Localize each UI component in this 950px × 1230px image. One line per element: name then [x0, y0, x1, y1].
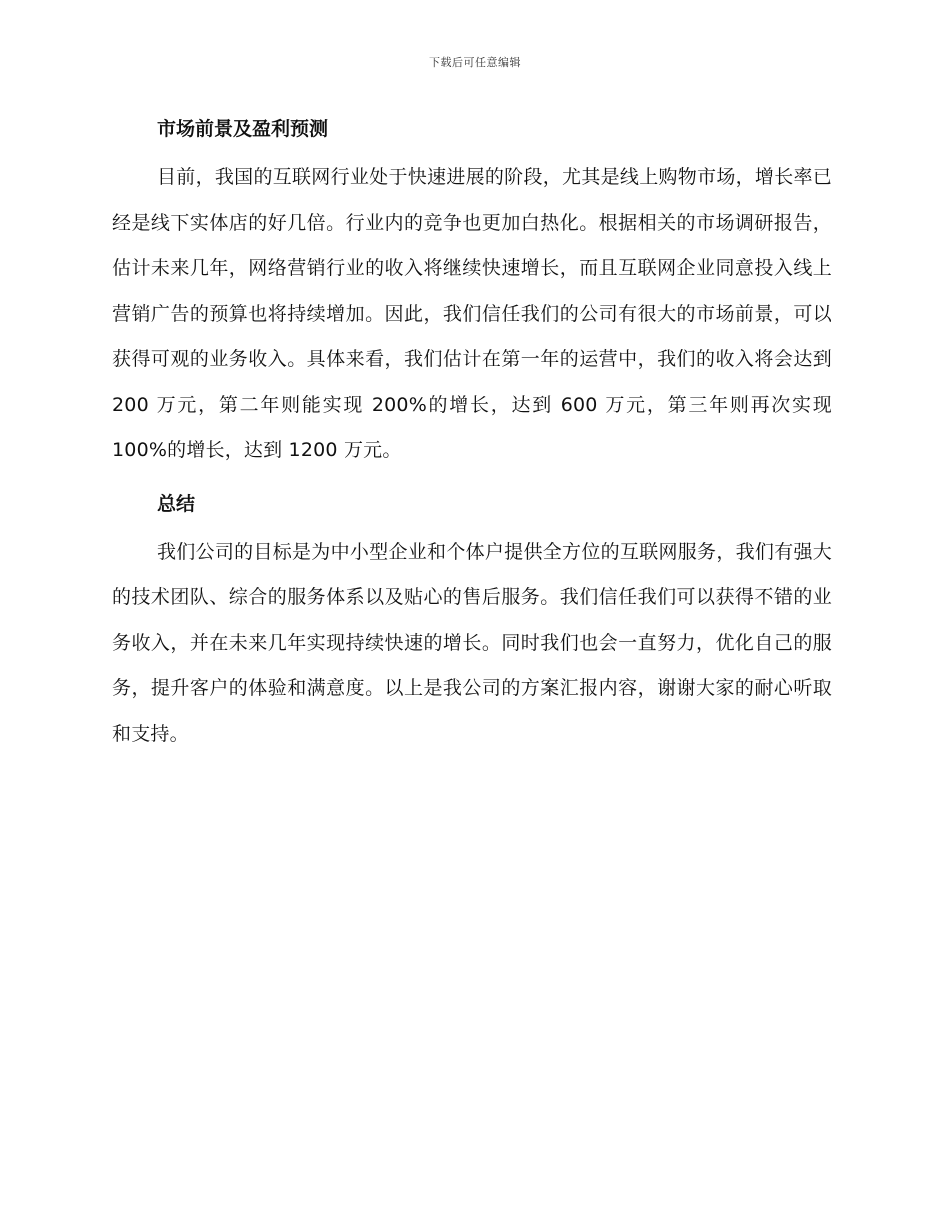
document-body [112, 113, 832, 757]
page-header-note: 下载后可任意编辑 [429, 56, 521, 69]
paragraph-summary: 我们公司的目标是为中小型企业和个体户提供全方位的互联网服务，我们有强大的技术团队、综合的服务体系以及贴心的售后服务。我们信任我们可以获得不错的业务收入，并在未来几年实现持续快速的增长。同时我们也会一直努力，优化自己的服务，提升客户的体验和满意度。以上是我公司的方案汇报内容，谢谢大家的耐心听取和支持。 [112, 540, 832, 745]
section-heading-market-outlook: 市场前景及盈利预测 [157, 118, 329, 140]
paragraph-market-outlook: 目前，我国的互联网行业处于快速进展的阶段，尤其是线上购物市场，增长率已经是线下实体店的好几倍。行业内的竞争也更加白热化。根据相关的市场调研报告，估计未来几年，网络营销行业的收入将继续快速增长，而且互联网企业同意投入线上营销广告的预算也将持续增加。因此，我们信任我们的公司有很大的市场前景，可以获得可观的业务收入。具体来看，我们估计在第一年的运营中，我们的收入将会达到 200 万元，第二年则能实现 200%的增长，达到 600 万元，第三年则再次实现 100%的增长，达到 1200 万元。 [112, 166, 832, 461]
section-heading-summary: 总结 [157, 492, 196, 515]
